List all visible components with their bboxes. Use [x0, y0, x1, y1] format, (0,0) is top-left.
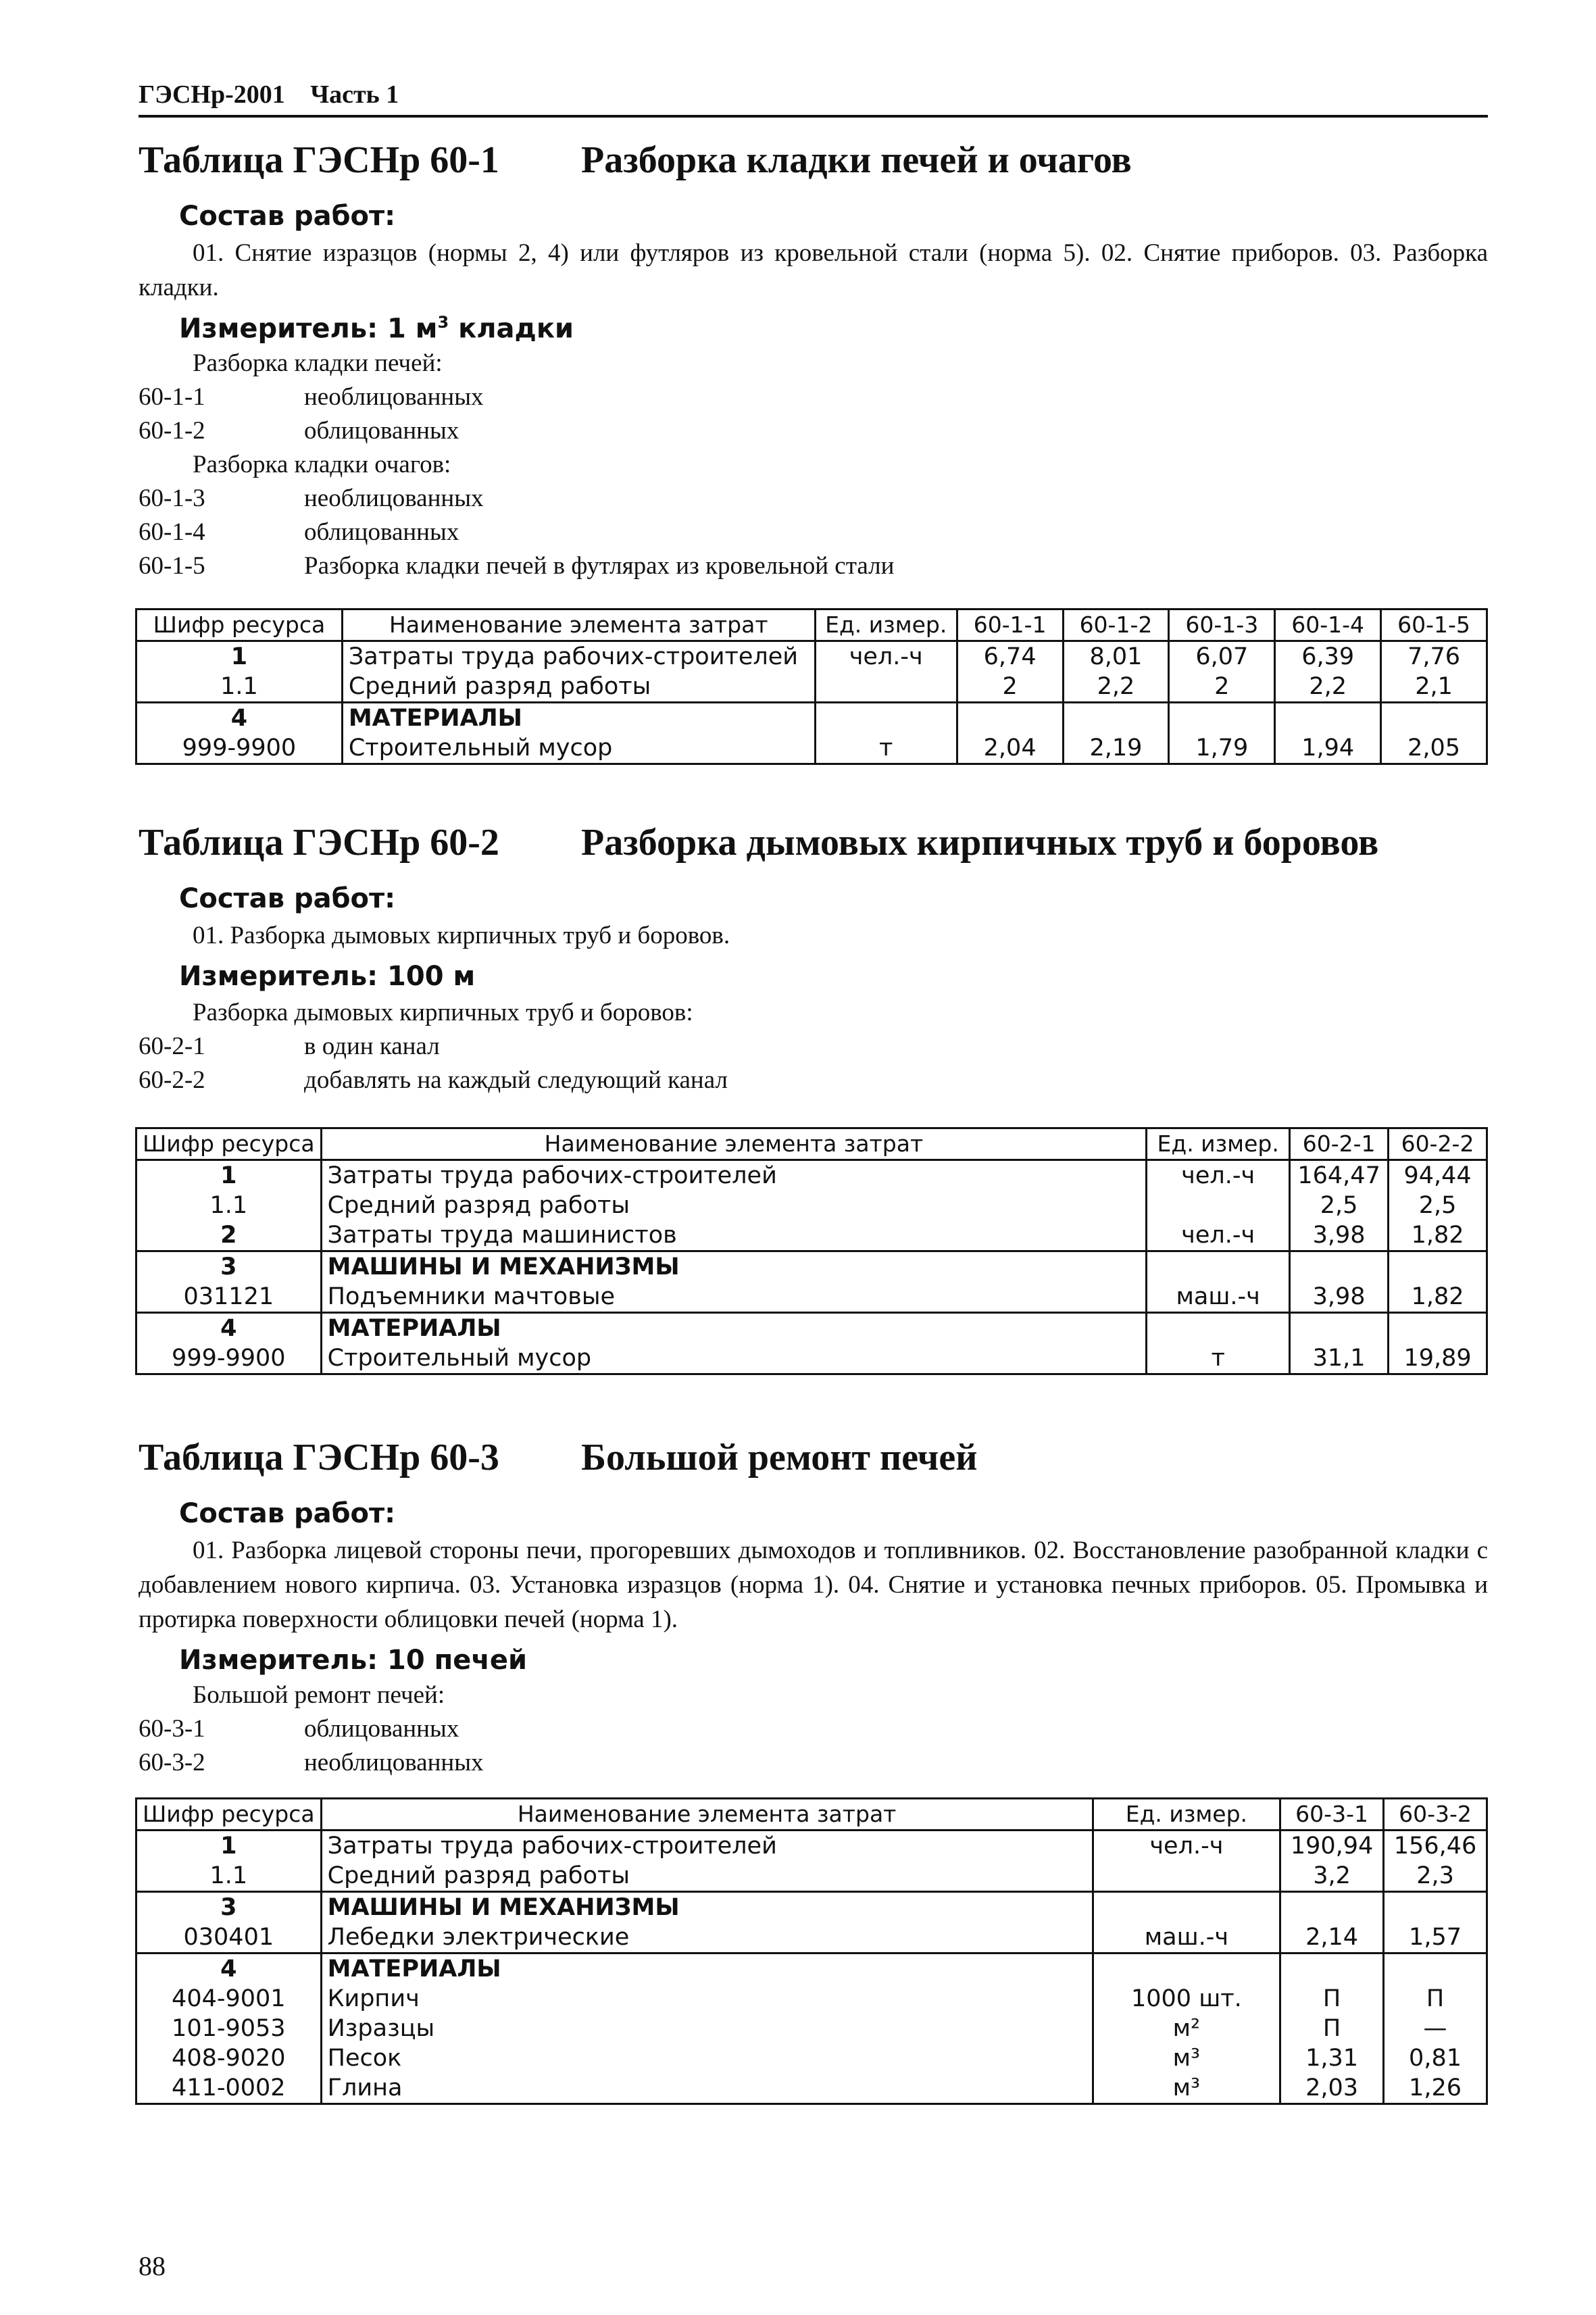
table-row: [136, 1861, 1487, 1892]
cell-value: П: [1280, 1984, 1384, 2014]
cell-value: 1,31: [1280, 2043, 1384, 2073]
cell-value: 1,94: [1275, 733, 1381, 764]
cell-code: 999-9900: [136, 733, 343, 764]
norm-text: необлицованных: [304, 1749, 484, 1776]
norm-code: 60-3-2: [139, 1749, 205, 1776]
cell-value: 2,03: [1280, 2073, 1384, 2104]
composition-label: Состав работ:: [179, 883, 396, 914]
column-header: Наименование элемента затрат: [321, 1128, 1147, 1160]
header-rule: [139, 115, 1488, 118]
cell-value: 2,05: [1381, 733, 1487, 764]
cell-unit: [815, 672, 957, 703]
table-title: [139, 821, 1488, 875]
norm-code: 60-1-1: [139, 383, 205, 412]
norm-item: [139, 516, 1488, 549]
table-row: [136, 1892, 1487, 1923]
cell-code: 1: [136, 641, 343, 672]
cell-value: 2: [957, 672, 1063, 703]
column-header: 60-3-1: [1280, 1799, 1384, 1831]
cell-value: 1,82: [1389, 1282, 1487, 1313]
cell-name: МАТЕРИАЛЫ: [321, 1313, 1147, 1344]
cell-name: Строительный мусор: [321, 1343, 1147, 1374]
column-header: 60-1-3: [1169, 609, 1275, 641]
table-number: Таблица ГЭСНр 60-1: [139, 139, 499, 181]
cell-name: МАТЕРИАЛЫ: [321, 1953, 1093, 1985]
cell-value: 6,74: [957, 641, 1063, 672]
table-row: [136, 672, 1487, 703]
cell-value: 3,2: [1280, 1861, 1384, 1892]
cell-unit: чел.-ч: [815, 641, 957, 672]
cell-code: 1.1: [136, 672, 343, 703]
column-header: Наименование элемента затрат: [342, 609, 815, 641]
cell-name: Средний разряд работы: [321, 1191, 1147, 1220]
norm-code: 60-1-3: [139, 484, 205, 513]
section-60-1: [139, 139, 1488, 583]
book-code: ГЭСНр-2001: [139, 80, 285, 109]
table-title: [139, 139, 1488, 193]
cell-value: [957, 703, 1063, 734]
cell-value: 6,39: [1275, 641, 1381, 672]
table-title: [139, 1436, 1488, 1490]
cell-value: 2,2: [1275, 672, 1381, 703]
norm-code: 60-3-1: [139, 1715, 205, 1743]
cell-value: 3,98: [1290, 1220, 1389, 1251]
cell-name: Затраты труда рабочих-строителей: [342, 641, 815, 672]
cell-unit: [815, 703, 957, 734]
cell-value: [1389, 1313, 1487, 1344]
cell-value: 2,5: [1389, 1191, 1487, 1220]
resource-table-60-2: [135, 1127, 1488, 1375]
cell-code: 1.1: [136, 1191, 322, 1220]
norm-item: [139, 414, 1488, 448]
group-heading: Разборка дымовых кирпичных труб и боровов:: [193, 999, 693, 1026]
cell-name: МАШИНЫ И МЕХАНИЗМЫ: [321, 1251, 1147, 1283]
cell-value: 19,89: [1389, 1343, 1487, 1374]
table-row: [136, 1282, 1487, 1313]
table-row: [136, 1984, 1487, 2014]
table-row: [136, 2014, 1487, 2043]
table-row: [136, 2073, 1487, 2104]
cell-value: 164,47: [1290, 1160, 1389, 1191]
table-row: [136, 1922, 1487, 1953]
table-row: [136, 1343, 1487, 1374]
cell-name: Кирпич: [321, 1984, 1093, 2014]
norm-item: [139, 1064, 1488, 1097]
cell-code: 101-9053: [136, 2014, 322, 2043]
cell-value: П: [1280, 2014, 1384, 2043]
meter-label: [179, 313, 1488, 344]
cell-unit: чел.-ч: [1147, 1220, 1290, 1251]
column-header: 60-2-1: [1290, 1128, 1389, 1160]
cell-value: 3,98: [1290, 1282, 1389, 1313]
cell-code: 1.1: [136, 1861, 322, 1892]
norm-code: 60-2-1: [139, 1032, 205, 1060]
cell-code: 408-9020: [136, 2043, 322, 2073]
group-heading: Большой ремонт печей:: [193, 1681, 445, 1709]
column-header: Шифр ресурса: [136, 609, 343, 641]
cell-value: 1,79: [1169, 733, 1275, 764]
resource-table-60-3: [135, 1797, 1488, 2105]
table-row: [136, 733, 1487, 764]
cell-code: 3: [136, 1892, 322, 1923]
cell-code: 3: [136, 1251, 322, 1283]
norm-text: в один канал: [304, 1032, 440, 1060]
table-number: Таблица ГЭСНр 60-2: [139, 822, 499, 864]
cell-value: 2,04: [957, 733, 1063, 764]
cell-code: 1: [136, 1160, 322, 1191]
section-60-3: [139, 1436, 1488, 1780]
composition-label: Состав работ:: [179, 1498, 396, 1529]
norm-item: [139, 1712, 1488, 1746]
column-header: Шифр ресурса: [136, 1128, 322, 1160]
cell-value: [1290, 1251, 1389, 1283]
cell-value: 2,14: [1280, 1922, 1384, 1953]
cell-value: 1,57: [1384, 1922, 1487, 1953]
column-header: Шифр ресурса: [136, 1799, 322, 1831]
cell-value: 2,19: [1063, 733, 1169, 764]
cell-value: [1384, 1953, 1487, 1985]
column-header: 60-3-2: [1384, 1799, 1487, 1831]
cell-unit: чел.-ч: [1093, 1831, 1280, 1862]
table-number: Таблица ГЭСНр 60-3: [139, 1437, 499, 1478]
cell-name: МАТЕРИАЛЫ: [342, 703, 815, 734]
norm-text: облицованных: [304, 518, 459, 547]
composition-text: 01. Разборка лицевой стороны печи, прогоревших дымоходов и топливников. 02. Восстановление разобранной кладки с добавлением нового кирпича. 03. Установка изразцов (норма 1). 04. Снятие и установка печных приборов. 05. Промывка и протирка поверхности облицовки печей (норма 1).: [139, 1537, 1488, 1633]
cell-code: 2: [136, 1220, 322, 1251]
cell-value: 0,81: [1384, 2043, 1487, 2073]
cell-value: 1,82: [1389, 1220, 1487, 1251]
table-name: Разборка кладки печей и очагов: [581, 139, 1132, 181]
cell-unit: м²: [1093, 2014, 1280, 2043]
table-row: [136, 1191, 1487, 1220]
cell-unit: [1147, 1313, 1290, 1344]
norm-code: 60-1-2: [139, 417, 205, 445]
table-row: [136, 1313, 1487, 1344]
norm-code: 60-2-2: [139, 1066, 205, 1094]
cell-unit: м³: [1093, 2073, 1280, 2104]
cell-code: 1: [136, 1831, 322, 1862]
cell-code: 999-9900: [136, 1343, 322, 1374]
cell-value: 2: [1169, 672, 1275, 703]
table-row: [136, 703, 1487, 734]
cell-code: 4: [136, 1313, 322, 1344]
table-name: Большой ремонт печей: [581, 1437, 978, 1478]
cell-value: [1381, 703, 1487, 734]
table-row: [136, 641, 1487, 672]
table-header-row: [136, 1128, 1487, 1160]
meter-suffix: кладки: [449, 313, 574, 345]
column-header: 60-1-4: [1275, 609, 1381, 641]
cell-value: 31,1: [1290, 1343, 1389, 1374]
cell-name: Глина: [321, 2073, 1093, 2104]
column-header: 60-1-2: [1063, 609, 1169, 641]
cell-code: 404-9001: [136, 1984, 322, 2014]
cell-value: [1384, 1892, 1487, 1923]
column-header: Ед. измер.: [815, 609, 957, 641]
cell-unit: 1000 шт.: [1093, 1984, 1280, 2014]
norm-text: необлицованных: [304, 484, 484, 513]
cell-code: 4: [136, 1953, 322, 1985]
cell-code: 411-0002: [136, 2073, 322, 2104]
column-header: Наименование элемента затрат: [321, 1799, 1093, 1831]
cell-name: Лебедки электрические: [321, 1922, 1093, 1953]
cell-name: МАШИНЫ И МЕХАНИЗМЫ: [321, 1892, 1093, 1923]
cell-value: 7,76: [1381, 641, 1487, 672]
cell-unit: чел.-ч: [1147, 1160, 1290, 1191]
column-header: Ед. измер.: [1147, 1128, 1290, 1160]
table-header-row: [136, 609, 1487, 641]
cell-value: 156,46: [1384, 1831, 1487, 1862]
cell-value: 2,2: [1063, 672, 1169, 703]
composition-text: 01. Разборка дымовых кирпичных труб и боровов.: [193, 922, 730, 949]
cell-value: [1275, 703, 1381, 734]
table-row: [136, 1160, 1487, 1191]
cell-value: 2,1: [1381, 672, 1487, 703]
norm-item: [139, 482, 1488, 516]
norm-text: облицованных: [304, 1715, 459, 1743]
cell-name: Песок: [321, 2043, 1093, 2073]
column-header: 60-2-2: [1389, 1128, 1487, 1160]
cell-unit: [1093, 1861, 1280, 1892]
cell-name: Средний разряд работы: [321, 1861, 1093, 1892]
cell-unit: [1093, 1892, 1280, 1923]
table-row: [136, 1220, 1487, 1251]
norm-item: [139, 380, 1488, 414]
table-name: Разборка дымовых кирпичных труб и боровов: [581, 822, 1379, 864]
table-row: [136, 2043, 1487, 2073]
group-heading: Разборка кладки очагов:: [193, 451, 451, 479]
cell-value: 2,5: [1290, 1191, 1389, 1220]
table-header-row: [136, 1799, 1487, 1831]
norm-text: необлицованных: [304, 383, 484, 412]
cell-value: 190,94: [1280, 1831, 1384, 1862]
norm-text: добавлять на каждый следующий канал: [304, 1066, 728, 1094]
cell-name: Средний разряд работы: [342, 672, 815, 703]
norm-text: облицованных: [304, 417, 459, 445]
cell-code: 4: [136, 703, 343, 734]
cell-value: [1280, 1892, 1384, 1923]
cell-unit: м³: [1093, 2043, 1280, 2073]
cell-value: 1,26: [1384, 2073, 1487, 2104]
cell-value: —: [1384, 2014, 1487, 2043]
cell-value: 6,07: [1169, 641, 1275, 672]
cell-value: П: [1384, 1984, 1487, 2014]
norm-item: [139, 1030, 1488, 1064]
meter-label: Измеритель: 100 м: [179, 961, 476, 992]
column-header: 60-1-5: [1381, 609, 1487, 641]
cell-unit: т: [1147, 1343, 1290, 1374]
table-row: [136, 1953, 1487, 1985]
cell-unit: маш.-ч: [1147, 1282, 1290, 1313]
cell-value: [1280, 1953, 1384, 1985]
table-row: [136, 1251, 1487, 1283]
cell-code: 030401: [136, 1922, 322, 1953]
table-row: [136, 1831, 1487, 1862]
cell-name: Затраты труда машинистов: [321, 1220, 1147, 1251]
cell-value: 94,44: [1389, 1160, 1487, 1191]
cell-unit: маш.-ч: [1093, 1922, 1280, 1953]
cell-value: [1063, 703, 1169, 734]
column-header: Ед. измер.: [1093, 1799, 1280, 1831]
cell-name: Затраты труда рабочих-строителей: [321, 1831, 1093, 1862]
cell-unit: т: [815, 733, 957, 764]
cell-unit: [1093, 1953, 1280, 1985]
meter-sup: 3: [437, 313, 449, 332]
running-head: [139, 80, 418, 109]
section-60-2: [139, 821, 1488, 1097]
cell-code: 031121: [136, 1282, 322, 1313]
norm-item: [139, 1746, 1488, 1780]
norm-code: 60-1-5: [139, 552, 205, 580]
norm-item: [139, 549, 1488, 583]
cell-name: Подъемники мачтовые: [321, 1282, 1147, 1313]
cell-unit: [1147, 1191, 1290, 1220]
cell-value: [1389, 1251, 1487, 1283]
norm-text: Разборка кладки печей в футлярах из кровельной стали: [304, 552, 895, 580]
group-heading: Разборка кладки печей:: [193, 349, 443, 378]
cell-name: Затраты труда рабочих-строителей: [321, 1160, 1147, 1191]
cell-value: [1290, 1313, 1389, 1344]
cell-name: Изразцы: [321, 2014, 1093, 2043]
cell-value: 8,01: [1063, 641, 1169, 672]
composition-label: Состав работ:: [179, 201, 396, 232]
meter-label: Измеритель: 10 печей: [179, 1645, 527, 1676]
norm-code: 60-1-4: [139, 518, 205, 547]
book-part: Часть 1: [310, 80, 399, 109]
cell-value: 2,3: [1384, 1861, 1487, 1892]
column-header: 60-1-1: [957, 609, 1063, 641]
resource-table-60-1: [135, 608, 1488, 765]
cell-unit: [1147, 1251, 1290, 1283]
cell-name: Строительный мусор: [342, 733, 815, 764]
meter-text: Измеритель: 1 м: [179, 313, 438, 345]
composition-text: 01. Снятие изразцов (нормы 2, 4) или футляров из кровельной стали (норма 5). 02. Снятие приборов. 03. Разборка кладки.: [139, 239, 1488, 301]
page-number: 88: [139, 2251, 166, 2281]
cell-value: [1169, 703, 1275, 734]
